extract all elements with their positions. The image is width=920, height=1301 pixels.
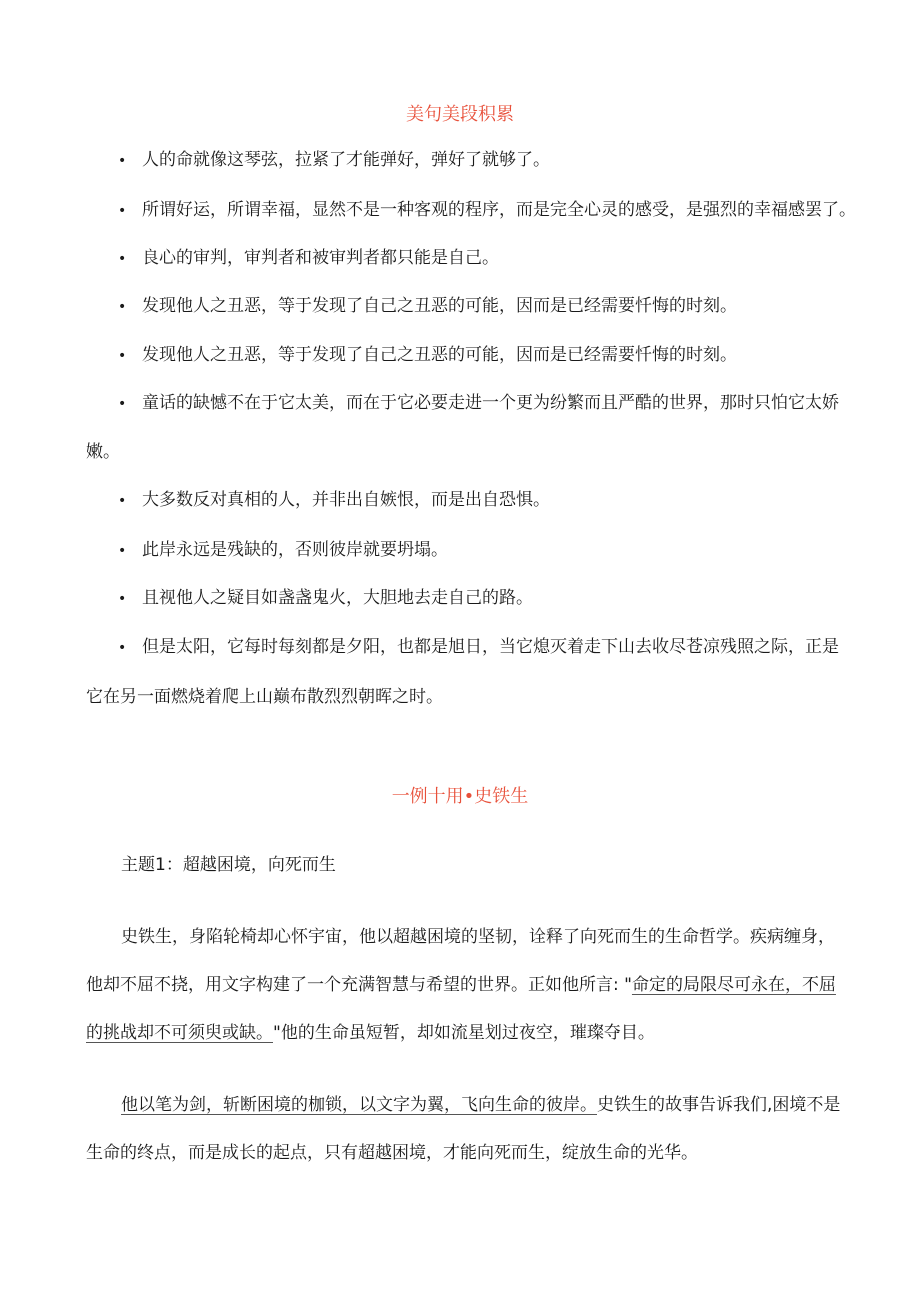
list-item-text: 所谓好运，所谓幸福，显然不是一种客观的程序，而是完全心灵的感受，是强烈的幸福感罢了。	[142, 200, 856, 220]
paragraph-text: 史铁生的故事告诉我们,困境不是	[597, 1095, 841, 1115]
bullet-icon: •	[118, 348, 127, 364]
list-item	[118, 489, 550, 512]
bullet-icon: •	[118, 591, 127, 607]
list-item	[118, 149, 550, 172]
bullet-icon: •	[118, 396, 127, 412]
list-item	[118, 392, 839, 415]
list-item	[118, 247, 499, 270]
paragraph-line	[86, 974, 836, 996]
bullet-icon: •	[118, 543, 127, 559]
underlined-quote: 命定的局限尽可永在，不屈	[631, 975, 836, 995]
section-title-example: 一例十用•史铁生	[391, 786, 529, 807]
list-item-text: 人的命就像这琴弦，拉紧了才能弹好，弹好了就够了。	[142, 150, 550, 170]
paragraph-line: 生命的终点，而是成长的起点，只有超越困境，才能向死而生，绽放生命的光华。	[86, 1143, 698, 1163]
paragraph-line: 史铁生，身陷轮椅却心怀宇宙，他以超越困境的坚韧，诠释了向死而生的生命哲学。疾病缠身，	[121, 927, 835, 947]
section-title-sentences: 美句美段积累	[406, 104, 514, 125]
theme-heading: 主题1：超越困境，向死而生	[121, 855, 336, 875]
list-item-text: 良心的审判，审判者和被审判者都只能是自己。	[142, 248, 499, 268]
list-item-text: 大多数反对真相的人，并非出自嫉恨，而是出自恐惧。	[142, 490, 550, 510]
paragraph-text: 他却不屈不挠，用文字构建了一个充满智慧与希望的世界。正如他所言: "	[86, 975, 632, 995]
underlined-quote: 的挑战却不可须臾或缺。	[86, 1023, 273, 1043]
list-item-continuation: 它在另一面燃烧着爬上山巅布散烈烈朝晖之时。	[86, 687, 443, 707]
list-item	[118, 636, 839, 659]
list-item-text: 且视他人之疑目如盏盏鬼火，大胆地去走自己的路。	[142, 588, 533, 608]
list-item-text: 但是太阳，它每时每刻都是夕阳，也都是旭日，当它熄灭着走下山去收尽苍凉残照之际，正是	[142, 637, 839, 657]
bullet-icon: •	[118, 153, 127, 169]
underlined-sentence: 他以笔为剑，斩断困境的枷锁，以文字为翼，飞向生命的彼岸。	[121, 1095, 597, 1115]
list-item-text: 发现他人之丑恶，等于发现了自己之丑恶的可能，因而是已经需要忏悔的时刻。	[142, 296, 737, 316]
list-item	[118, 587, 533, 610]
bullet-icon: •	[118, 299, 127, 315]
paragraph-line	[121, 1094, 840, 1116]
list-item	[118, 295, 737, 318]
bullet-icon: •	[118, 640, 127, 656]
bullet-icon: •	[118, 203, 127, 219]
list-item-text: 此岸永远是残缺的，否则彼岸就要坍塌。	[142, 540, 448, 560]
list-item	[118, 344, 737, 367]
list-item-text: 发现他人之丑恶，等于发现了自己之丑恶的可能，因而是已经需要忏悔的时刻。	[142, 345, 737, 365]
list-item-text: 童话的缺憾不在于它太美，而在于它必要走进一个更为纷繁而且严酷的世界，那时只怕它太娇	[142, 393, 839, 413]
bullet-icon: •	[118, 493, 127, 509]
bullet-icon: •	[118, 251, 127, 267]
paragraph-line	[86, 1022, 655, 1044]
list-item	[118, 539, 448, 562]
list-item-continuation: 嫩。	[86, 442, 120, 462]
list-item	[118, 199, 856, 222]
paragraph-text: "他的生命虽短暂，却如流星划过夜空，璀璨夺目。	[273, 1023, 655, 1043]
